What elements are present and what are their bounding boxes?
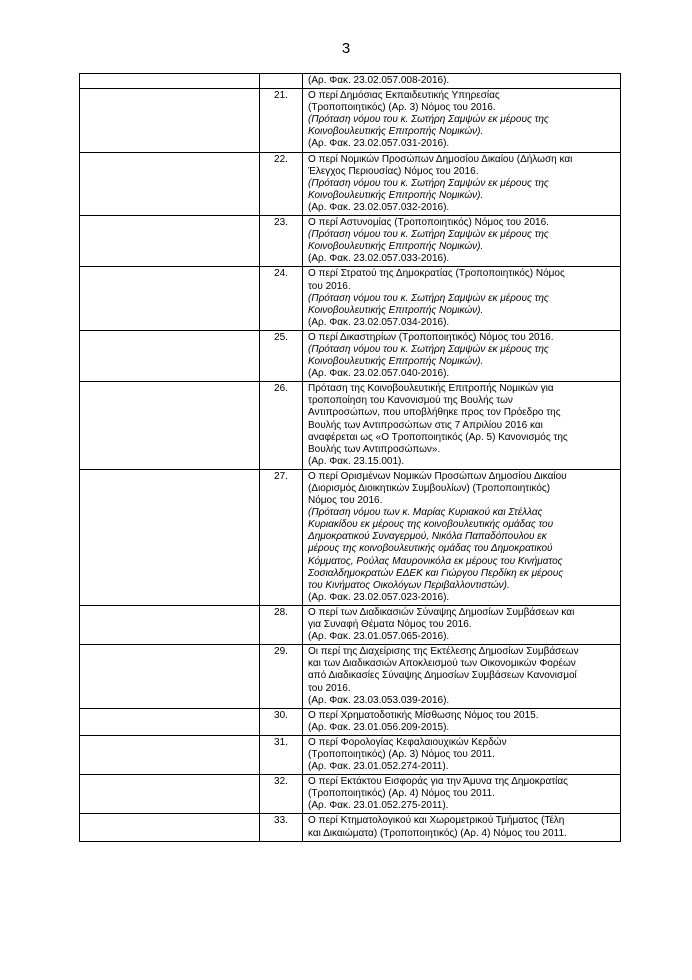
description-line: (Αρ. Φακ. 23.01.056.209-2015). [308, 721, 450, 733]
item-description [303, 330, 621, 381]
blank-cell [80, 152, 260, 215]
description-line: του 2016. [308, 682, 351, 694]
description-line: Ο περί Δημόσιας Εκπαιδευτικής Υπηρεσίας [308, 90, 500, 102]
item-number: 33. [260, 814, 303, 841]
description-line: Ο περί Χρηματοδοτικής Μίσθωσης Νόμος του 2015. [308, 709, 539, 721]
proposal-note-line: Σοσιαλδημοκρατών ΕΔΕΚ και Γιώργου Περδίκη εκ μέρους [308, 567, 564, 579]
description-line: αναφέρεται ως «Ο Τροποποιητικός (Αρ. 5) Κανονισμός της [308, 431, 568, 443]
item-description [303, 735, 621, 774]
proposal-note-line: (Πρόταση νόμου των κ. Μαρίας Κυριακού και Στέλλας [308, 507, 543, 519]
table-row [80, 735, 621, 774]
proposal-note-line: (Πρόταση νόμου του κ. Σωτήρη Σαμψών εκ μέρους της [308, 177, 549, 189]
item-number: 32. [260, 775, 303, 814]
item-description [303, 814, 621, 841]
description-line: (Αρ. Φακ. 23.02.057.040-2016). [308, 368, 450, 380]
proposal-note-line: Κοινοβουλευτικής Επιτροπής Νομικών). [308, 126, 484, 138]
proposal-note-line: (Πρόταση νόμου του κ. Σωτήρη Σαμψών εκ μέρους της [308, 229, 549, 241]
blank-cell [80, 89, 260, 152]
blank-cell [80, 605, 260, 644]
proposal-note-line: Κοινοβουλευτικής Επιτροπής Νομικών). [308, 356, 484, 368]
description-line: Ο περί Αστυνομίας (Τροποποιητικός) Νόμος του 2016. [308, 217, 549, 229]
description-line: (Αρ. Φακ. 23.03.053.039-2016). [308, 694, 450, 706]
item-description [303, 645, 621, 708]
description-line: του 2016. [308, 280, 351, 292]
item-description [303, 382, 621, 470]
description-line: Αντιπροσώπων, που υποβλήθηκε προς τον Πρόεδρο της [308, 407, 561, 419]
table-row [80, 330, 621, 381]
agenda-table [79, 73, 621, 842]
description-line: Ο περί Φορολογίας Κεφαλαιουχικών Κερδών [308, 736, 507, 748]
table-row [80, 469, 621, 605]
item-description [303, 708, 621, 735]
description-line: Ο περί Ορισμένων Νομικών Προσώπων Δημοσίου Δικαίου [308, 470, 567, 482]
table-row [80, 605, 621, 644]
description-line: Ο περί των Διαδικασιών Σύναψης Δημοσίων Συμβάσεων και [308, 606, 575, 618]
table-row [80, 216, 621, 267]
item-number: 30. [260, 708, 303, 735]
item-description [303, 605, 621, 644]
table-row [80, 89, 621, 152]
proposal-note-line: (Πρόταση νόμου του κ. Σωτήρη Σαμψών εκ μέρους της [308, 292, 549, 304]
proposal-note-line: Κοινοβουλευτικής Επιτροπής Νομικών). [308, 304, 484, 316]
item-description [303, 469, 621, 605]
description-line: Νόμος του 2016. [308, 495, 383, 507]
description-line: (Διορισμός Διοικητικών Συμβουλίων) (Τροποποιητικός) [308, 483, 551, 494]
proposal-note-line: Κοινοβουλευτικής Επιτροπής Νομικών). [308, 189, 484, 201]
description-line: (Αρ. Φακ. 23.02.057.032-2016). [308, 201, 450, 213]
item-number: 22. [260, 152, 303, 215]
item-number: 26. [260, 382, 303, 470]
item-number: 23. [260, 216, 303, 267]
description-line: (Αρ. Φακ. 23.01.052.274-2011). [308, 761, 449, 773]
proposal-note-line: Δημοκρατικού Συναγερμού, Νικόλα Παπαδόπουλου εκ [308, 531, 547, 543]
proposal-note-line: Κυριακίδου εκ μέρους της κοινοβουλευτικής ομάδας του [308, 519, 554, 531]
description-line: Ο περί Δικαστηρίων (Τροποποιητικός) Νόμος του 2016. [308, 331, 554, 343]
blank-cell [80, 267, 260, 330]
agenda-table-body [80, 74, 621, 842]
item-number: 28. [260, 605, 303, 644]
description-line: (Αρ. Φακ. 23.02.057.023-2016). [308, 591, 450, 603]
proposal-note-line: του Κινήματος Οικολόγων Περιβαλλοντιστών). [308, 579, 510, 591]
blank-cell [80, 382, 260, 470]
description-line: Ο περί Κτηματολογικού και Χωρομετρικού Τμήματος (Τέλη [308, 815, 565, 827]
blank-cell [80, 708, 260, 735]
description-line: (Αρ. Φακ. 23.02.057.008-2016). [308, 75, 450, 86]
description-line: (Αρ. Φακ. 23.02.057.033-2016). [308, 253, 450, 265]
description-line: (Αρ. Φακ. 23.15.001). [308, 455, 405, 467]
table-row [80, 708, 621, 735]
blank-cell [80, 735, 260, 774]
description-line: Ο περί Εκτάκτου Εισφοράς για την Άμυνα της Δημοκρατίας [308, 776, 569, 788]
description-line: τροποποίηση του Κανονισμού της Βουλής των [308, 395, 513, 407]
description-line: (Αρ. Φακ. 23.01.052.275-2011). [308, 800, 449, 812]
description-line: Ο περί Στρατού της Δημοκρατίας (Τροποποιητικός) Νόμος [308, 268, 565, 280]
description-line: (Αρ. Φακ. 23.01.057.065-2016). [308, 631, 450, 643]
table-row [80, 645, 621, 708]
table-row [80, 74, 621, 89]
blank-cell [80, 216, 260, 267]
blank-cell [80, 469, 260, 605]
description-line: και των Διαδικασιών Αποκλεισμού των Οικονομικών Φορέων [308, 658, 576, 670]
table-row [80, 382, 621, 470]
item-number: 24. [260, 267, 303, 330]
description-line: (Αρ. Φακ. 23.02.057.034-2016). [308, 316, 450, 328]
item-number: 21. [260, 89, 303, 152]
table-row [80, 152, 621, 215]
proposal-note-line: Κοινοβουλευτικής Επιτροπής Νομικών). [308, 241, 484, 253]
page-number: 3 [341, 40, 351, 57]
blank-cell [80, 74, 260, 89]
item-number: 31. [260, 735, 303, 774]
description-line: Πρόταση της Κοινοβουλευτικής Επιτροπής Νομικών για [308, 383, 554, 395]
description-line: Βουλής των Αντιπροσώπων στις 7 Απριλίου 2016 και [308, 419, 543, 431]
description-line: Οι περί της Διαχείρισης της Εκτέλεσης Δημοσίων Συμβάσεων [308, 646, 579, 658]
item-description [303, 216, 621, 267]
item-description [303, 152, 621, 215]
table-row [80, 775, 621, 814]
description-line: (Αρ. Φακ. 23.02.057.031-2016). [308, 138, 450, 150]
blank-cell [80, 775, 260, 814]
proposal-note-line: Κόμματος, Ρούλας Μαυρονικόλα εκ μέρους του Κινήματος [308, 555, 563, 567]
proposal-note-line: μέρους της κοινοβουλευτικής ομάδας του Δημοκρατικού [308, 543, 553, 555]
description-line: (Τροποποιητικός) (Αρ. 3) Νόμος του 2011. [308, 748, 495, 760]
item-description [303, 74, 621, 89]
description-line: Έλεγχος Περιουσίας) Νόμος του 2016. [308, 165, 479, 177]
item-number [260, 74, 303, 89]
description-line: (Τροποποιητικός) (Αρ. 3) Νόμος του 2016. [308, 102, 496, 114]
item-description [303, 267, 621, 330]
description-line: και Δικαιώματα) (Τροποποιητικός) (Αρ. 4) Νόμος του 2011. [308, 827, 567, 839]
description-line: Βουλής των Αντιπροσώπων». [308, 443, 441, 455]
item-description [303, 775, 621, 814]
description-line: Ο περί Νομικών Προσώπων Δημοσίου Δικαίου (Δήλωση και [308, 153, 573, 165]
description-line: από Διαδικασίες Σύναψης Δημοσίων Συμβάσεων Κανονισμοί [308, 670, 577, 682]
table-row [80, 814, 621, 841]
blank-cell [80, 330, 260, 381]
blank-cell [80, 645, 260, 708]
description-line: για Συναφή Θέματα Νόμος του 2016. [308, 619, 472, 631]
item-number: 27. [260, 469, 303, 605]
description-line: (Τροποποιητικός) (Αρ. 4) Νόμος του 2011. [308, 788, 495, 800]
item-description [303, 89, 621, 152]
blank-cell [80, 814, 260, 841]
proposal-note-line: (Πρόταση νόμου του κ. Σωτήρη Σαμψών εκ μέρους της [308, 343, 549, 355]
item-number: 29. [260, 645, 303, 708]
table-row [80, 267, 621, 330]
item-number: 25. [260, 330, 303, 381]
proposal-note-line: (Πρόταση νόμου του κ. Σωτήρη Σαμψών εκ μέρους της [308, 114, 549, 126]
